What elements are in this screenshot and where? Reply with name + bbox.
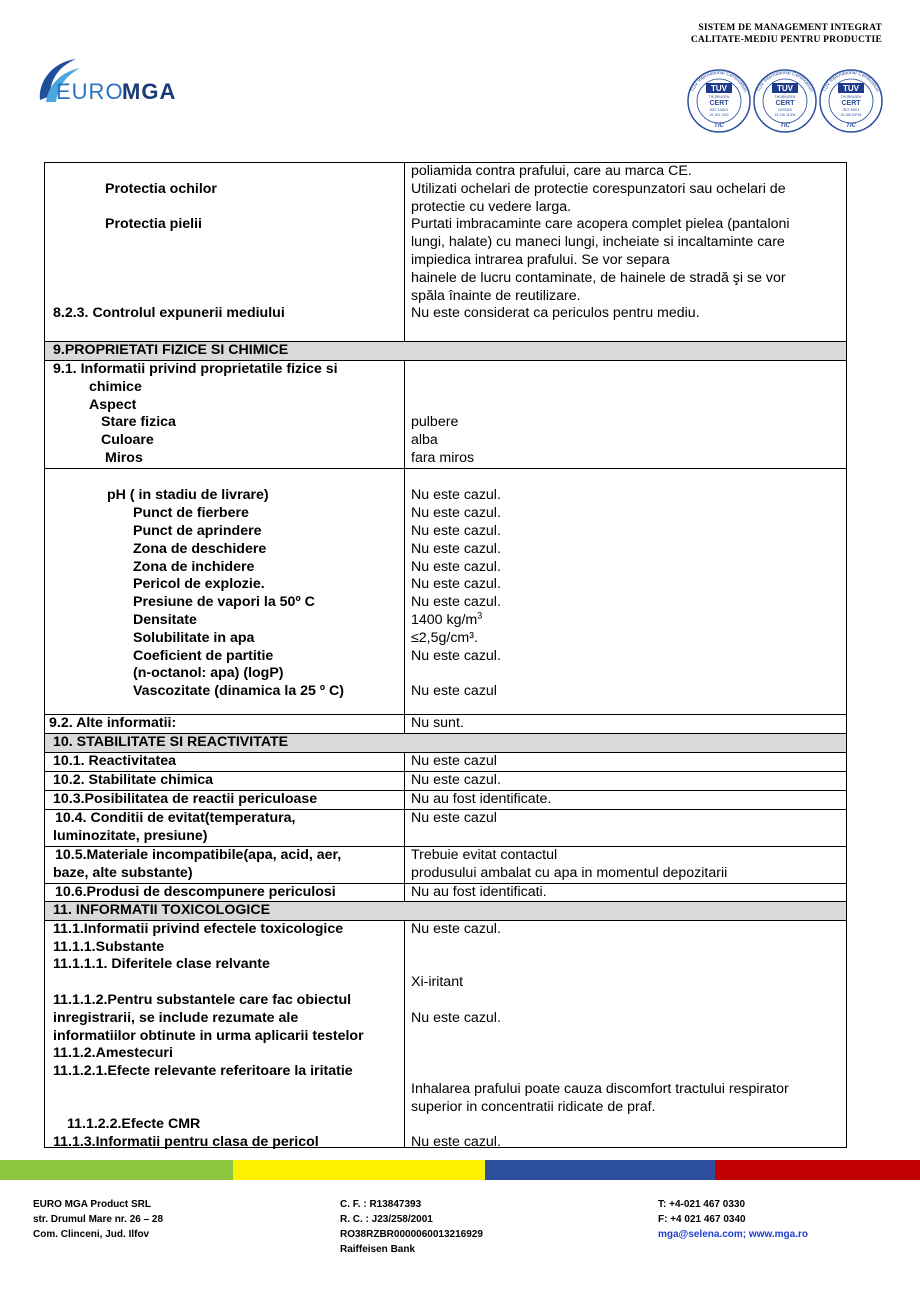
table-row-11	[45, 920, 846, 1150]
email-website-link[interactable]: mga@selena.com; www.mga.ro	[658, 1229, 808, 1240]
env-exposure-label: 8.2.3. Controlul expunerii mediului	[53, 305, 285, 321]
other-info-label: 9.2. Alte informatii:	[49, 715, 177, 731]
property-label: Vascozitate (dinamica la 25 º C)	[133, 683, 344, 699]
toxicology-value: Nu este cazul.	[411, 1010, 501, 1026]
property-label: pH ( in stadiu de livrare)	[107, 487, 269, 503]
tuv-badge-iso14001	[688, 70, 750, 132]
property-value: ≤2,5g/cm³.	[411, 630, 478, 646]
toxicology-value: superior in concentratii ridicate de praf.	[411, 1099, 656, 1115]
respiratory-note: poliamida contra prafului, care au marca CE.	[411, 163, 692, 179]
toxicology-value: Nu este cazul.	[411, 921, 501, 937]
euromga-logo	[36, 56, 206, 116]
badge-1-num: 15 104 7422	[709, 113, 729, 117]
badge-3-std: ISO 9001	[842, 107, 860, 112]
incompatible-materials-label-1: 10.5.Materiale incompatibile(apa, acid, aer,	[55, 847, 342, 863]
physical-state-value: pulbere	[411, 414, 459, 430]
certification-badges	[686, 68, 886, 134]
toxicology-label: 11.1.1.1. Diferitele clase relvante	[53, 956, 270, 972]
aspect-label: Aspect	[89, 397, 137, 413]
property-label: Solubilitate in apa	[133, 630, 255, 646]
badge-1-std: ISO 14001	[709, 107, 729, 112]
badge-3-cert: CERT	[841, 100, 861, 107]
trade-register: R. C. : J23/258/2001	[340, 1214, 433, 1225]
logo-mga-text: MGA	[122, 79, 177, 104]
decomposition-products-label: 10.6.Produsi de descompunere periculosi	[55, 884, 336, 900]
badge-1-cert: CERT	[709, 100, 729, 107]
odor-label: Miros	[105, 450, 143, 466]
badge-2-tic: TIC	[780, 123, 790, 129]
property-label: Presiune de vapori la 50º C	[133, 594, 315, 610]
property-label: Zona de inchidere	[133, 559, 255, 575]
reactivity-label: 10.1. Reactivitatea	[53, 753, 177, 769]
badge-3-sub: THÜRINGEN	[840, 95, 862, 99]
skin-protection-value-5: spăla înainte de reutilizare.	[411, 288, 581, 304]
system-line-1: SISTEM DE MANAGEMENT INTEGRAT	[698, 23, 882, 33]
section-9-title: 9.PROPRIETATI FIZICE SI CHIMICE	[53, 342, 289, 358]
fax: F: +4 021 467 0340	[658, 1214, 746, 1225]
property-label: Punct de aprindere	[133, 523, 262, 539]
table-row-9-2	[45, 714, 846, 733]
property-value: Nu este cazul	[411, 683, 497, 699]
toxicology-value: Xi-iritant	[411, 974, 464, 990]
property-value: Nu este cazul.	[411, 576, 501, 592]
env-exposure-value: Nu este considerat ca periculos pentru mediu.	[411, 305, 700, 321]
company-street: str. Drumul Mare nr. 26 – 28	[33, 1214, 164, 1225]
footer-registration-info	[340, 1197, 483, 1257]
skin-protection-label: Protectia pielii	[105, 216, 202, 232]
chemical-stability-value: Nu este cazul.	[411, 772, 501, 788]
badge-2-cert: CERT	[775, 100, 795, 107]
table-row-protection	[45, 163, 846, 341]
eye-protection-value-2: protectie cu vedere larga.	[411, 199, 572, 215]
section-9-1-title: 9.1. Informatii privind proprietatile fizice si	[53, 361, 338, 377]
badge-1-ring-text: TÜV International Certification	[689, 69, 749, 94]
skin-protection-value-3: impiedica intrarea prafului. Se vor separa	[411, 252, 670, 268]
badge-2-ring-text: TÜV International Certification	[755, 70, 815, 94]
iban: RO38RZBR0000060013216929	[340, 1229, 483, 1240]
section-10-title: 10. STABILITATE SI REACTIVITATE	[53, 734, 289, 750]
toxicology-value: Nu este cazul.	[411, 1134, 501, 1150]
management-system-heading	[691, 22, 882, 46]
property-label: Coeficient de partitie	[133, 648, 274, 664]
table-row-10-6	[45, 883, 846, 901]
phone: T: +4-021 467 0330	[658, 1199, 746, 1210]
hazardous-reactions-label: 10.3.Posibilitatea de reactii periculoase	[53, 791, 318, 807]
fiscal-code: C. F. : R13847393	[340, 1199, 422, 1210]
eye-protection-label: Protectia ochilor	[105, 181, 217, 197]
density-value	[411, 612, 482, 630]
property-value: Nu este cazul.	[411, 505, 501, 521]
table-row-10-3	[45, 790, 846, 809]
badge-2-num: 15 116 11306	[774, 113, 796, 117]
density-number: 1400 kg/m	[411, 612, 478, 628]
company-locality: Com. Clinceni, Jud. Ilfov	[33, 1229, 150, 1240]
skin-protection-value-2: lungi, halate) cu maneci lungi, incheiate si incaltaminte care	[411, 234, 785, 250]
footer-bar-blue	[485, 1160, 715, 1180]
skin-protection-value-1: Purtati imbracaminte care acopera complet pielea (pantaloni	[411, 216, 790, 232]
table-row-10-4	[45, 809, 846, 846]
footer-bar-green	[0, 1160, 233, 1180]
conditions-avoid-value: Nu este cazul	[411, 810, 497, 826]
color-value: alba	[411, 432, 438, 448]
color-label: Culoare	[101, 432, 154, 448]
badge-2-std: OHSAS	[777, 107, 793, 112]
sds-table	[44, 162, 847, 1148]
badge-1-brand: TUV	[711, 84, 727, 93]
footer-bar-yellow	[233, 1160, 485, 1180]
property-label: Densitate	[133, 612, 197, 628]
logo-swoosh-icon	[36, 56, 206, 116]
toxicology-label: 11.1.3.Informatii pentru clasa de pericol	[53, 1134, 319, 1150]
hazardous-reactions-value: Nu au fost identificate.	[411, 791, 552, 807]
property-label: Pericol de explozie.	[133, 576, 265, 592]
incompatible-materials-label-2: baze, alte substante)	[53, 865, 193, 881]
badge-3-ring-text: TÜV International Certification	[821, 69, 881, 94]
section-11-title: 11. INFORMATII TOXICOLOGICE	[53, 902, 271, 918]
property-value: Nu este cazul.	[411, 648, 501, 664]
badge-1-sub: THÜRINGEN	[708, 95, 730, 99]
table-row-10-1	[45, 752, 846, 771]
property-value: Nu este cazul.	[411, 594, 501, 610]
property-value: Nu este cazul.	[411, 523, 501, 539]
odor-value: fara miros	[411, 450, 475, 466]
conditions-avoid-label-2: luminozitate, presiune)	[53, 828, 208, 844]
company-name: EURO MGA Product SRL	[33, 1199, 151, 1210]
property-value: Nu este cazul.	[411, 559, 501, 575]
property-value: Nu este cazul.	[411, 487, 501, 503]
table-row-9-1	[45, 360, 846, 468]
toxicology-value: Inhalarea prafului poate cauza discomfort tractului respirator	[411, 1081, 789, 1097]
toxicology-label: informatiilor obtinute in urma aplicarii testelor	[53, 1028, 364, 1044]
reactivity-value: Nu este cazul	[411, 753, 497, 769]
badge-2-brand: TUV	[777, 84, 793, 93]
other-info-value: Nu sunt.	[411, 715, 464, 731]
footer-bar-red	[715, 1160, 920, 1180]
skin-protection-value-4: hainele de lucru contaminate, de hainele de stradă şi se vor	[411, 270, 786, 286]
system-line-2: CALITATE-MEDIU PENTRU PRODUCTIE	[690, 35, 882, 45]
toxicology-label: 11.1.Informatii privind efectele toxicologice	[53, 921, 344, 937]
badge-3-num: 15 100 63761	[840, 113, 862, 117]
conditions-avoid-label-1: 10.4. Conditii de evitat(temperatura,	[55, 810, 296, 826]
toxicology-label: 11.1.2.2.Efecte CMR	[67, 1116, 201, 1132]
section-9-header	[45, 341, 846, 360]
property-label: Punct de fierbere	[133, 505, 249, 521]
toxicology-label: 11.1.1.Substante	[53, 939, 165, 955]
tuv-badge-iso9001	[820, 70, 882, 132]
eye-protection-value-1: Utilizati ochelari de protectie corespunzatori sau ochelari de	[411, 181, 786, 197]
logo-euro-text: EURO	[56, 79, 124, 104]
section-9-1-title-cont: chimice	[89, 379, 142, 395]
badge-3-tic: TIC	[846, 123, 856, 129]
table-row-10-2	[45, 771, 846, 790]
badge-2-sub: THÜRINGEN	[774, 95, 796, 99]
decomposition-products-value: Nu au fost identificati.	[411, 884, 547, 900]
tuv-badge-ohsas	[754, 70, 816, 132]
physical-state-label: Stare fizica	[101, 414, 176, 430]
chemical-stability-label: 10.2. Stabilitate chimica	[53, 772, 214, 788]
footer-contact-info	[658, 1197, 808, 1242]
property-label: (n-octanol: apa) (logP)	[133, 665, 284, 681]
toxicology-label: inregistrarii, se include rezumate ale	[53, 1010, 299, 1026]
footer-company-info	[33, 1197, 163, 1242]
incompatible-materials-value-2: produsului ambalat cu apa in momentul depozitarii	[411, 865, 728, 881]
section-10-header	[45, 733, 846, 752]
incompatible-materials-value-1: Trebuie evitat contactul	[411, 847, 558, 863]
toxicology-label: 11.1.2.1.Efecte relevante referitoare la iritatie	[53, 1063, 353, 1079]
toxicology-label: 11.1.2.Amestecuri	[53, 1045, 173, 1061]
section-11-header	[45, 901, 846, 920]
table-row-10-5	[45, 846, 846, 883]
property-value: Nu este cazul.	[411, 541, 501, 557]
badge-3-brand: TUV	[843, 84, 859, 93]
toxicology-label: 11.1.1.2.Pentru substantele care fac obiectul	[53, 992, 352, 1008]
badge-1-tic: TIC	[714, 123, 724, 129]
table-row-properties	[45, 468, 846, 714]
property-label: Zona de deschidere	[133, 541, 267, 557]
density-superscript: 3	[477, 610, 483, 621]
bank-name: Raiffeisen Bank	[340, 1244, 416, 1255]
tuv-cert-badges	[686, 68, 886, 134]
